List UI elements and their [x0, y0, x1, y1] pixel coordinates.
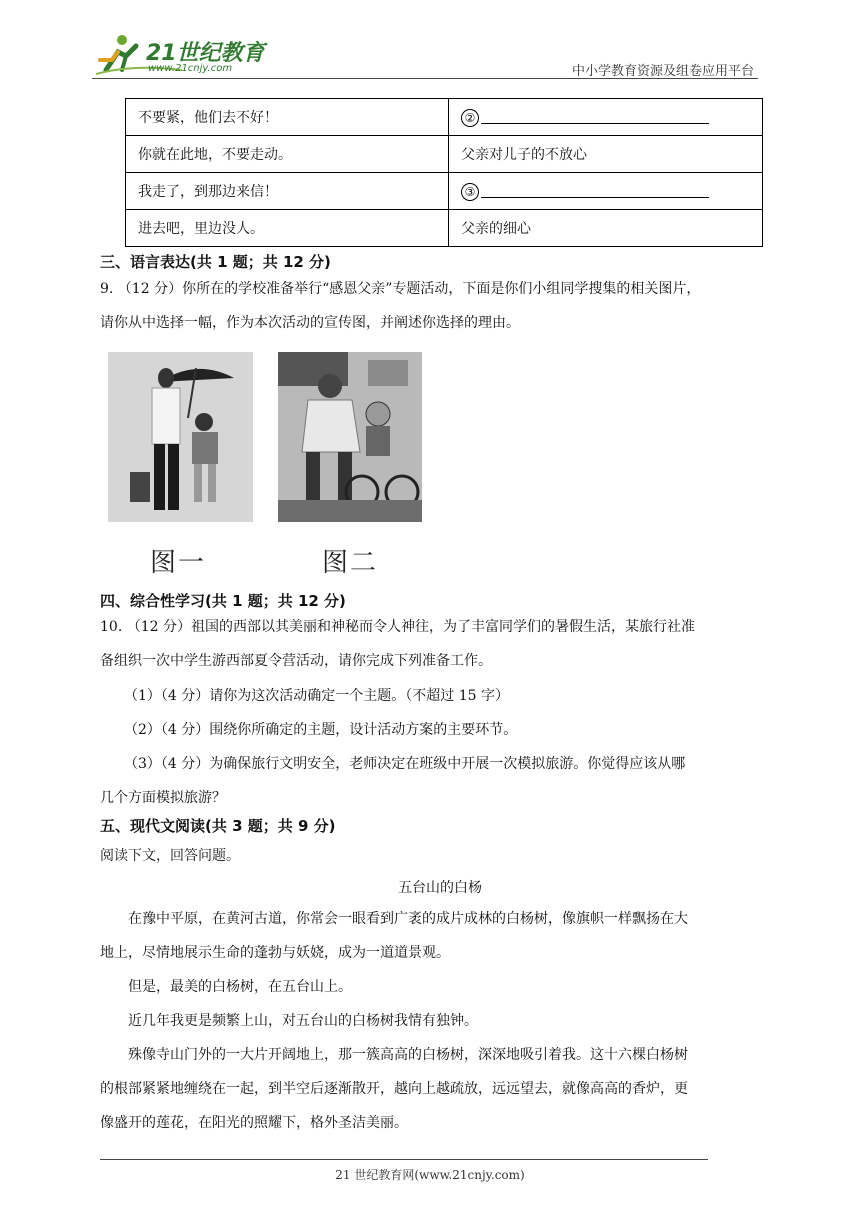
quote-cell: 不要紧，他们去不好！: [126, 99, 449, 136]
reading-intro: 阅读下文，回答问题。: [100, 848, 240, 864]
quote-cell: 进去吧，里边没人。: [126, 210, 449, 247]
section-title: 五、现代文阅读(共 3 题；共 9 分): [100, 817, 336, 835]
quote-cell: 我走了，到那边来信！: [126, 173, 449, 210]
blank-marker: ②: [461, 109, 479, 127]
answer-cell: 父亲的细心: [449, 210, 763, 247]
site-logo: [92, 30, 272, 80]
footer-text: 21 世纪教育网(www.21cnjy.com): [335, 1168, 525, 1182]
question-line: 10. （12 分）祖国的西部以其美丽和神秘而令人神往，为了丰富同学们的暑假生活，某旅行社准: [100, 619, 695, 635]
table-row: [126, 210, 763, 247]
table-row: [126, 136, 763, 173]
image-father-umbrella: [108, 352, 253, 522]
paragraph-line: 在豫中平原，在黄河古道，你常会一眼看到广袤的成片成林的白杨树，像旗帜一样飘扬在大: [128, 911, 688, 927]
question-9: [100, 272, 760, 340]
header-tagline: 中小学教育资源及组卷应用平台: [571, 64, 754, 79]
paragraph-line: 近几年我更是频繁上山，对五台山的白杨树我情有独钟。: [128, 1013, 478, 1029]
header-divider: [92, 78, 758, 79]
question-line: 备组织一次中学生游西部夏令营活动，请你完成下列准备工作。: [100, 653, 492, 669]
blank-marker: ③: [461, 183, 479, 201]
image-caption: 图二: [322, 548, 379, 578]
question-10: [100, 610, 760, 678]
quote-cell: 你就在此地，不要走动。: [126, 136, 449, 173]
sub-question-1: （1）（4 分）请你为这次活动确定一个主题。（不超过 15 字）: [124, 688, 509, 704]
answer-cell: [449, 99, 763, 136]
question-line: 请你从中选择一幅，作为本次活动的宣传图，并阐述你选择的理由。: [100, 315, 520, 331]
answer-blank[interactable]: [481, 182, 709, 198]
paragraph-line: 地上，尽情地展示生命的蓬勃与妖娆，成为一道道景观。: [100, 945, 450, 961]
answer-cell: [449, 173, 763, 210]
sub-question-3-cont: 几个方面模拟旅游？: [100, 790, 226, 806]
article-title: 五台山的白杨: [398, 880, 482, 896]
answer-cell: 父亲对儿子的不放心: [449, 136, 763, 173]
paragraph-line: 但是，最美的白杨树，在五台山上。: [128, 979, 352, 995]
question-line: 9. （12 分）你所在的学校准备举行“感恩父亲”专题活动，下面是你们小组同学搜集的相关图片，: [100, 281, 701, 297]
paragraph-line: 殊像寺山门外的一大片开阔地上，那一簇高高的白杨树，深深地吸引着我。这十六棵白杨树: [128, 1047, 688, 1063]
paragraph-line: 的根部紧紧地缠绕在一起，到半空后逐渐散开，越向上越疏放，远远望去，就像高高的香炉，更: [100, 1081, 688, 1097]
image-caption: 图一: [150, 548, 207, 578]
table-row: [126, 99, 763, 136]
paragraph-line: 像盛开的莲花，在阳光的照耀下，格外圣洁美丽。: [100, 1115, 408, 1131]
section-title: 三、语言表达(共 1 题；共 12 分): [100, 253, 331, 271]
answer-blank[interactable]: [481, 108, 709, 124]
table-row: [126, 173, 763, 210]
section-title: 四、综合性学习(共 1 题；共 12 分): [100, 592, 346, 610]
quote-table: [125, 98, 763, 247]
article-paragraph: [100, 902, 760, 1140]
sub-question-2: （2）（4 分）围绕你所确定的主题，设计活动方案的主要环节。: [124, 722, 518, 738]
footer-divider: [100, 1159, 708, 1160]
image-father-bicycle: [278, 352, 422, 522]
sub-question-3: （3）（4 分）为确保旅行文明安全，老师决定在班级中开展一次模拟旅游。你觉得应该从哪: [124, 756, 686, 772]
logo-text: 21世纪教育: [146, 41, 265, 66]
logo-url: www.21cnjy.com: [148, 63, 233, 74]
